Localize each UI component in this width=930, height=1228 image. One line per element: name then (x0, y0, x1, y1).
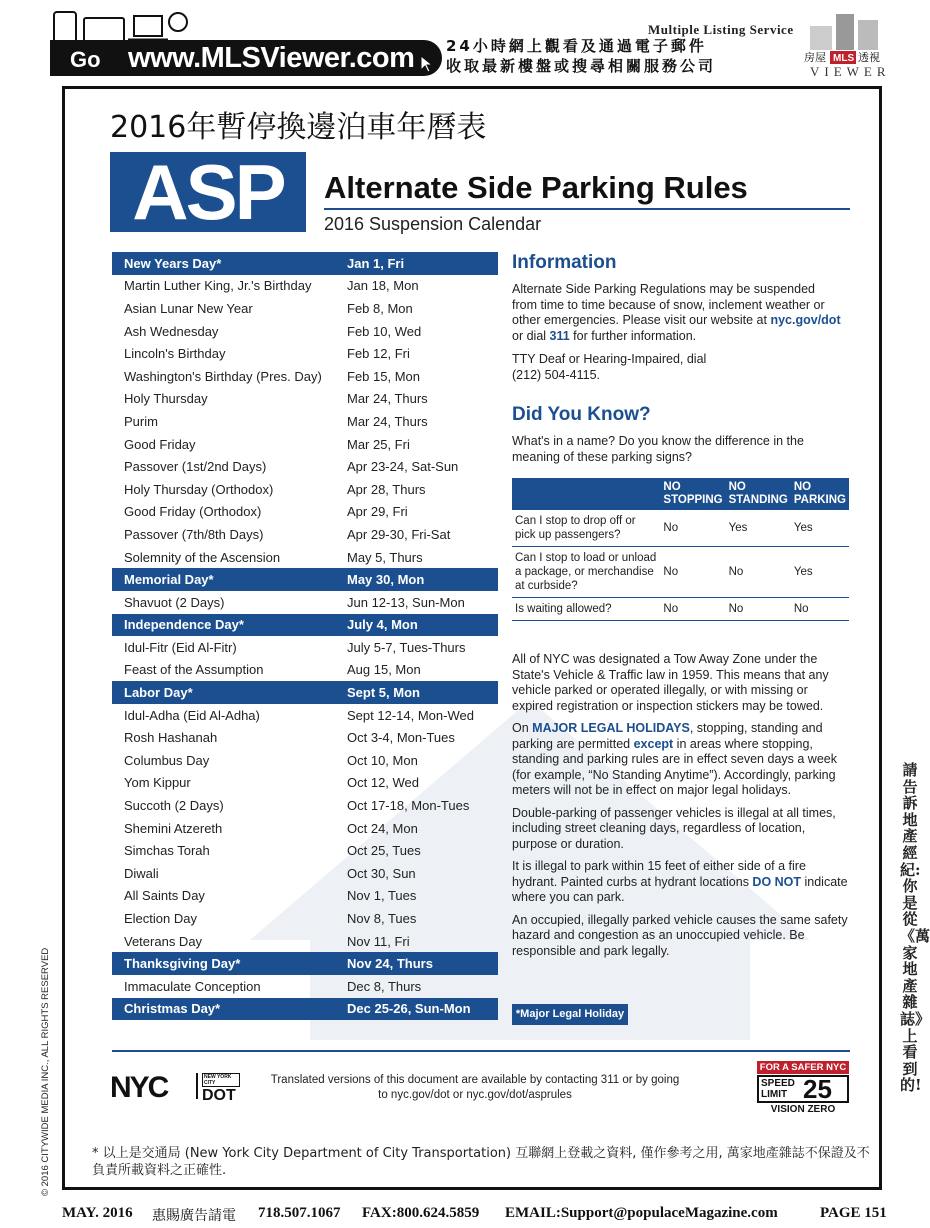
holiday-name: Washington's Birthday (Pres. Day) (124, 368, 322, 384)
cursor-icon (420, 55, 434, 73)
tow-away-paragraph: All of NYC was designated a Tow Away Zone under the State's Vehicle & Traffic law in 1959. This means that any vehicle parked or operated illegally, or with missing or expired registration or inspection stickers may be towed. (512, 652, 829, 713)
col-no-parking: NO PARKING (791, 478, 849, 510)
answer-cell: Yes (726, 510, 791, 547)
rules-column (512, 652, 852, 959)
holiday-row (112, 885, 498, 908)
info-column (512, 252, 852, 465)
holiday-date: July 5-7, Tues-Thurs (347, 639, 466, 655)
holiday-row (112, 930, 498, 953)
answer-cell: No (660, 510, 725, 547)
viewer-label: VIEWER (810, 64, 891, 79)
information-paragraph: Alternate Side Parking Regulations may be suspended from time to time because of snow, inclement weather or other emergencies. Please visit our website at nyc.gov/dot or dial 311 for further information. (512, 282, 841, 343)
holiday-date: Feb 12, Fri (347, 346, 410, 362)
holiday-name: Columbus Day (124, 752, 210, 768)
dot-label: DOT (202, 1087, 236, 1104)
nyc-logo: NYC (110, 1071, 168, 1104)
answer-cell: Yes (791, 510, 849, 547)
holiday-row (112, 975, 498, 998)
holiday-date: Dec 25-26, Sun-Mon (347, 1001, 471, 1017)
table-row (512, 598, 849, 621)
holiday-name: Election Day (124, 911, 197, 927)
holiday-date: May 5, Thurs (347, 549, 423, 565)
holiday-name: Veterans Day (124, 933, 203, 949)
title-divider (324, 208, 850, 210)
holiday-calendar-list (112, 252, 498, 1020)
holiday-row (112, 455, 498, 478)
holiday-date: May 30, Mon (347, 572, 425, 588)
major-legal-holiday-badge: *Major Legal Holiday (512, 1004, 628, 1025)
footer-page-number: PAGE 151 (820, 1205, 887, 1221)
question-cell: Is waiting allowed? (512, 598, 660, 621)
holiday-row (112, 320, 498, 343)
holiday-row (112, 749, 498, 772)
table-header-row (512, 478, 849, 510)
banner-cn-line1: 24小時網上觀看及通過電子郵件 (446, 37, 707, 55)
nyc-dot-link[interactable]: nyc.gov/dot (770, 313, 841, 327)
holiday-date: Dec 8, Thurs (347, 978, 422, 994)
holiday-name: Idul-Fitr (Eid Al-Fitr) (124, 639, 237, 655)
chinese-title: 2016年暫停換邊泊車年曆表 (110, 110, 487, 145)
top-banner (0, 0, 927, 82)
page-subtitle: 2016 Suspension Calendar (324, 214, 542, 234)
holiday-name: Immaculate Conception (124, 978, 261, 994)
answer-cell: No (726, 598, 791, 621)
holiday-date: Oct 30, Sun (347, 865, 416, 881)
holiday-name: Simchas Torah (124, 843, 210, 859)
holiday-date: Nov 1, Tues (347, 888, 417, 904)
holiday-row (112, 523, 498, 546)
nyc-dot-logo (196, 1073, 242, 1104)
disclaimer-text: * 以上是交通局 (New York City Department of City Transportation) 互聯網上登載之資料, 僅作參考之用, 萬家地產雜誌不保證及不負責所載資料之正確性. (92, 1146, 870, 1178)
banner-cn-line2: 收取最新樓盤或搜尋相關服務公司 (446, 57, 717, 75)
footer-fax: FAX:800.624.5859 (362, 1205, 480, 1221)
logo-cn: 房屋 (804, 51, 826, 64)
holiday-date: Oct 17-18, Mon-Tues (347, 798, 470, 814)
major-holiday-row (112, 681, 498, 704)
holiday-name: Ash Wednesday (124, 323, 219, 339)
holiday-date: July 4, Mon (347, 617, 418, 633)
holiday-date: Feb 10, Wed (347, 323, 422, 339)
tty-paragraph: TTY Deaf or Hearing-Impaired, dial (212) 504-4115. (512, 352, 707, 382)
page-footer (0, 1198, 927, 1228)
go-label: Go (70, 47, 101, 72)
holiday-date: Oct 10, Mon (347, 752, 418, 768)
holiday-name: Yom Kippur (124, 775, 191, 791)
holiday-row (112, 726, 498, 749)
table-row (512, 547, 849, 598)
answer-cell: No (660, 598, 725, 621)
answer-cell: No (660, 547, 725, 598)
holiday-date: Aug 15, Mon (347, 662, 421, 678)
holiday-date: Mar 25, Fri (347, 436, 410, 452)
bottom-divider (112, 1050, 850, 1052)
logo-cn2: 透視 (858, 51, 880, 64)
occupied-vehicle-paragraph: An occupied, illegally parked vehicle causes the same safety hazard and congestion as an unoccupied vehicle. Be responsible and park legally. (512, 912, 848, 958)
dot-small-label: NEW YORK CITY (202, 1073, 240, 1087)
footer-phone: 718.507.1067 (258, 1205, 341, 1221)
holiday-row (112, 591, 498, 614)
holiday-name: Holy Thursday (124, 391, 208, 407)
holiday-row (112, 659, 498, 682)
vz-number: 25 (803, 1073, 832, 1104)
holiday-date: Mar 24, Thurs (347, 391, 428, 407)
holiday-date: Oct 24, Mon (347, 820, 418, 836)
holiday-name: Thanksgiving Day* (124, 956, 241, 972)
major-holiday-row (112, 252, 498, 275)
holiday-name: Rosh Hashanah (124, 730, 218, 746)
holiday-date: Nov 24, Thurs (347, 956, 433, 972)
holiday-date: Jan 18, Mon (347, 278, 419, 294)
holiday-date: Oct 25, Tues (347, 843, 421, 859)
holiday-name: Purim (124, 413, 158, 429)
footer-email[interactable]: EMAIL:Support@populaceMagazine.com (505, 1205, 778, 1221)
tty-number: (212) 504-4115. (512, 367, 601, 382)
holiday-date: Sept 12-14, Mon-Wed (347, 707, 474, 723)
holiday-name: Labor Day* (124, 685, 193, 701)
vz-limit: LIMIT (761, 1089, 788, 1100)
parking-sign-table (512, 478, 849, 621)
holiday-row (112, 862, 498, 885)
footer-ad-label: 惠賜廣告請電 (152, 1208, 236, 1224)
holiday-name: Christmas Day* (124, 1001, 221, 1017)
question-cell: Can I stop to drop off or pick up passengers? (512, 510, 660, 547)
holiday-name: Martin Luther King, Jr.'s Birthday (124, 278, 312, 294)
holiday-name: Shavuot (2 Days) (124, 594, 225, 610)
answer-cell: No (726, 547, 791, 598)
holiday-row (112, 388, 498, 411)
holiday-row (112, 433, 498, 456)
vision-zero-logo (757, 1061, 849, 1117)
vz-top-label: FOR A SAFER NYC (757, 1061, 849, 1074)
major-holiday-row (112, 998, 498, 1021)
holiday-date: Feb 8, Mon (347, 300, 413, 316)
holiday-date: Jun 12-13, Sun-Mon (347, 594, 465, 610)
holiday-row (112, 636, 498, 659)
holiday-name: Succoth (2 Days) (124, 798, 224, 814)
table-row (512, 510, 849, 547)
except-highlight: except (633, 736, 674, 751)
holiday-name: All Saints Day (124, 888, 205, 904)
holiday-row (112, 297, 498, 320)
holiday-name: Diwali (124, 865, 159, 881)
holiday-date: Apr 23-24, Sat-Sun (347, 459, 459, 475)
page-title: Alternate Side Parking Rules (324, 170, 748, 205)
holiday-name: New Years Day* (124, 255, 222, 271)
phone-311: 311 (549, 328, 570, 343)
holiday-date: Apr 28, Thurs (347, 481, 426, 497)
holiday-date: Mar 24, Thurs (347, 413, 428, 429)
holiday-name: Asian Lunar New Year (124, 300, 253, 316)
holiday-row (112, 342, 498, 365)
holiday-row (112, 704, 498, 727)
major-holiday-row (112, 568, 498, 591)
question-cell: Can I stop to load or unload a package, or merchandise at curbside? (512, 547, 660, 598)
copyright-notice: © 2016 CITYWIDE MEDIA INC., ALL RIGHTS RESERVED (40, 947, 51, 1196)
holiday-row (112, 817, 498, 840)
holiday-row (112, 839, 498, 862)
holiday-name: Passover (1st/2nd Days) (124, 459, 267, 475)
did-you-know-intro: What's in a name? Do you know the difference in the meaning of these parking signs? (512, 434, 804, 464)
holiday-date: Apr 29, Fri (347, 504, 408, 520)
holiday-row (112, 365, 498, 388)
holiday-name: Passover (7th/8th Days) (124, 526, 264, 542)
holiday-row (112, 794, 498, 817)
vz-bottom-label: VISION ZERO (770, 1104, 836, 1115)
holiday-name: Shemini Atzereth (124, 820, 223, 836)
major-legal-holidays-highlight: MAJOR LEGAL HOLIDAYS (532, 721, 690, 735)
holiday-row (112, 546, 498, 569)
holiday-date: Apr 29-30, Fri-Sat (347, 526, 451, 542)
major-holiday-paragraph: On MAJOR LEGAL HOLIDAYS, stopping, standing and parking are permitted except in areas where stopping, standing and parking rules are in effect seven days a week (for example, “No Standing Anytime”). Accordingly, parking meters will not be in effect on major legal holidays. (512, 721, 837, 797)
holiday-row (112, 907, 498, 930)
footer-date: MAY. 2016 (62, 1205, 133, 1221)
did-you-know-heading: Did You Know? (512, 404, 651, 425)
asp-logo: ASP (110, 152, 306, 232)
answer-cell: Yes (791, 547, 849, 598)
banner-chinese-text (446, 36, 798, 76)
holiday-name: Good Friday (Orthodox) (124, 504, 262, 520)
holiday-date: Nov 11, Fri (347, 933, 410, 949)
information-heading: Information (512, 252, 617, 273)
mls-service-label: Multiple Listing Service (648, 22, 794, 37)
do-not-highlight: DO NOT (752, 874, 802, 889)
holiday-row (112, 772, 498, 795)
mlsviewer-link[interactable]: www.MLSViewer.com (128, 42, 415, 74)
holiday-date: Feb 15, Mon (347, 368, 420, 384)
translated-versions-note: Translated versions of this document are available by contacting 311 or by going to nyc.gov/dot or nyc.gov/dot/asprules (270, 1074, 680, 1101)
major-holiday-row (112, 614, 498, 637)
double-parking-paragraph: Double-parking of passenger vehicles is illegal at all times, including street cleaning days, regardless of location, purpose or duration. (512, 805, 836, 851)
holiday-date: Jan 1, Fri (347, 255, 405, 271)
answer-cell: No (791, 598, 849, 621)
col-no-stopping: NO STOPPING (660, 478, 725, 510)
holiday-row (112, 275, 498, 298)
holiday-name: Holy Thursday (Orthodox) (124, 481, 274, 497)
holiday-date: Sept 5, Mon (347, 685, 420, 701)
hydrant-paragraph: It is illegal to park within 15 feet of either side of a fire hydrant. Painted curbs at hydrant locations DO NOT indicate where you can park. (512, 859, 848, 904)
holiday-row (112, 410, 498, 433)
holiday-row (112, 501, 498, 524)
holiday-name: Memorial Day* (124, 572, 214, 588)
holiday-date: Oct 3-4, Mon-Tues (347, 730, 455, 746)
holiday-name: Solemnity of the Ascension (124, 549, 281, 565)
major-holiday-row (112, 952, 498, 975)
holiday-date: Oct 12, Wed (347, 775, 420, 791)
col-no-standing: NO STANDING (726, 478, 791, 510)
side-vertical-text: 請告訴地產經紀:你是從《萬家地產雜誌》上看到的! (900, 761, 930, 1095)
holiday-name: Good Friday (124, 436, 196, 452)
holiday-name: Independence Day* (124, 617, 244, 633)
holiday-name: Lincoln's Birthday (124, 346, 226, 362)
holiday-date: Nov 8, Tues (347, 911, 417, 927)
holiday-name: Feast of the Assumption (124, 662, 264, 678)
holiday-name: Idul-Adha (Eid Al-Adha) (124, 707, 260, 723)
vz-speed: SPEED (761, 1078, 795, 1089)
holiday-row (112, 478, 498, 501)
logo-mls: MLS (833, 53, 855, 64)
